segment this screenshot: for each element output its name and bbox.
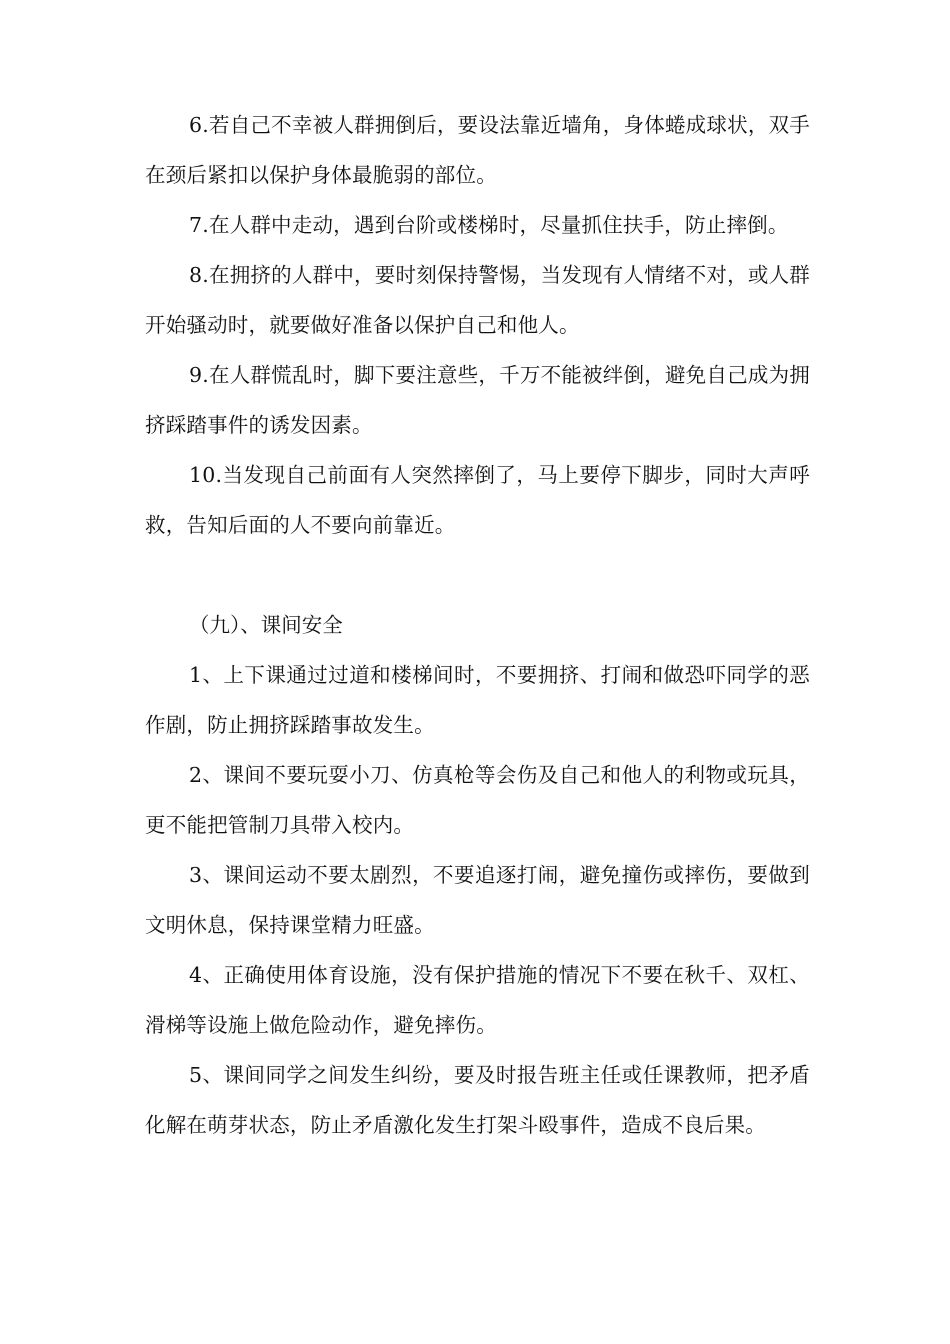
paragraph-break-4: 4、正确使用体育设施，没有保护措施的情况下不要在秋千、双杠、滑梯等设施上做危险动作，避免摔伤。 — [145, 963, 810, 1037]
paragraph-break-1: 1、上下课通过过道和楼梯间时，不要拥挤、打闹和做恐吓同学的恶作剧，防止拥挤踩踏事故发生。 — [145, 663, 810, 737]
document-body — [145, 100, 810, 1150]
section-heading: （九）、课间安全 — [189, 613, 343, 637]
paragraph-item-6: 6.若自己不幸被人群拥倒后，要设法靠近墙角，身体蜷成球状，双手在颈后紧扣以保护身体最脆弱的部位。 — [145, 113, 810, 187]
section-spacer — [145, 550, 810, 600]
paragraph-break-2: 2、课间不要玩耍小刀、仿真枪等会伤及自己和他人的利物或玩具，更不能把管制刀具带入校内。 — [145, 763, 810, 837]
paragraph-break-3: 3、课间运动不要太剧烈，不要追逐打闹，避免撞伤或摔伤，要做到文明休息，保持课堂精力旺盛。 — [145, 863, 810, 937]
paragraph-break-5: 5、课间同学之间发生纠纷，要及时报告班主任或任课教师，把矛盾化解在萌芽状态，防止矛盾激化发生打架斗殴事件，造成不良后果。 — [145, 1063, 810, 1137]
paragraph-item-7: 7.在人群中走动，遇到台阶或楼梯时，尽量抓住扶手，防止摔倒。 — [189, 213, 789, 237]
paragraph-item-10: 10.当发现自己前面有人突然摔倒了，马上要停下脚步，同时大声呼救，告知后面的人不要向前靠近。 — [145, 463, 810, 537]
paragraph-item-9: 9.在人群慌乱时，脚下要注意些，千万不能被绊倒，避免自己成为拥挤踩踏事件的诱发因素。 — [145, 363, 810, 437]
paragraph-item-8: 8.在拥挤的人群中，要时刻保持警惕，当发现有人情绪不对，或人群开始骚动时，就要做好准备以保护自己和他人。 — [145, 263, 810, 337]
